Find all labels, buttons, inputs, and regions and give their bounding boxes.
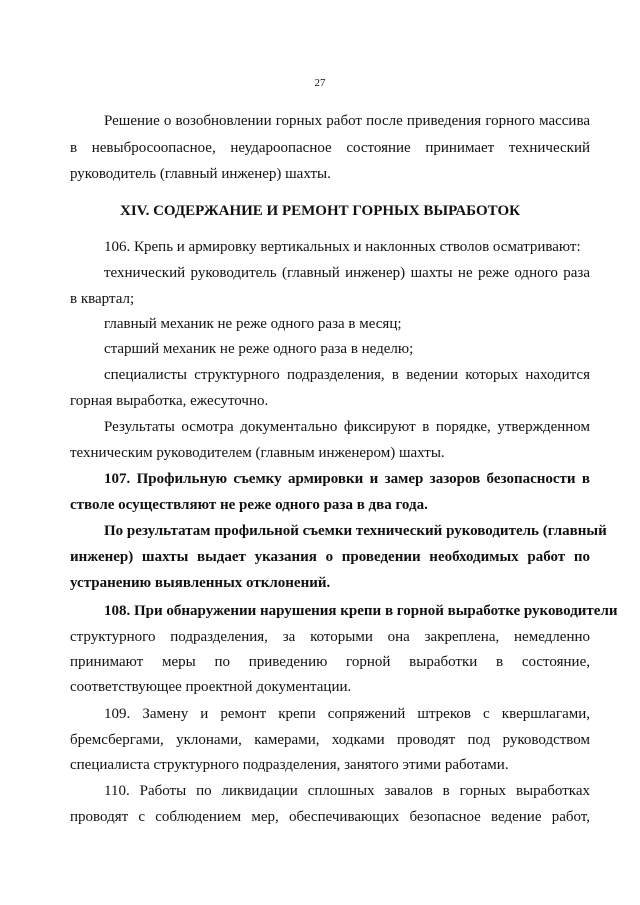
paragraph-line: специалисты структурного подразделения, в ведении которых находится xyxy=(104,367,590,383)
paragraph-line: 110. Работы по ликвидации сплошных завалов в горных выработках xyxy=(104,783,590,799)
paragraph-line: стволе осуществляют не реже одного раза в два года. xyxy=(70,497,428,513)
paragraph-line: принимают меры по приведению горной выработки в состояние, xyxy=(70,654,590,670)
paragraph-line: в невыбросоопасное, неудароопасное состояние принимает технический xyxy=(70,140,590,156)
paragraph-line: По результатам профильной съемки технический руководитель (главный xyxy=(104,523,607,539)
paragraph-line: горная выработка, ежесуточно. xyxy=(70,393,269,409)
paragraph-line: в квартал; xyxy=(70,291,135,307)
paragraph-line: инженер) шахты выдает указания о проведении необходимых работ по xyxy=(70,549,590,565)
paragraph-line: соответствующее проектной документации. xyxy=(70,679,352,695)
paragraph-line: 109. Замену и ремонт крепи сопряжений штреков с квершлагами, xyxy=(104,706,590,722)
paragraph-line: специалиста структурного подразделения, занятого этими работами. xyxy=(70,757,509,773)
paragraph-line: 107. Профильную съемку армировки и замер зазоров безопасности в xyxy=(104,471,590,487)
paragraph-line: 108. При обнаружении нарушения крепи в горной выработке руководители xyxy=(104,603,618,619)
paragraph-line: структурного подразделения, за которыми она закреплена, немедленно xyxy=(70,629,590,645)
paragraph-line: Решение о возобновлении горных работ после приведения горного массива xyxy=(104,113,590,129)
paragraph-line: 106. Крепь и армировку вертикальных и наклонных стволов осматривают: xyxy=(104,239,581,255)
page-number: 27 xyxy=(314,77,326,89)
paragraph-line: технический руководитель (главный инженер) шахты не реже одного раза xyxy=(104,265,590,281)
paragraph-line: руководитель (главный инженер) шахты. xyxy=(70,166,331,182)
paragraph-line: главный механик не реже одного раза в месяц; xyxy=(104,316,402,332)
paragraph-line: проводят с соблюдением мер, обеспечивающих безопасное ведение работ, xyxy=(70,809,590,825)
paragraph-line: устранению выявленных отклонений. xyxy=(70,575,331,591)
paragraph-line: техническим руководителем (главным инженером) шахты. xyxy=(70,445,445,461)
paragraph-line: Результаты осмотра документально фиксируют в порядке, утвержденном xyxy=(104,419,590,435)
paragraph-line: старший механик не реже одного раза в неделю; xyxy=(104,341,414,357)
section-heading: XIV. СОДЕРЖАНИЕ И РЕМОНТ ГОРНЫХ ВЫРАБОТОК xyxy=(120,203,520,219)
paragraph-line: бремсбергами, уклонами, камерами, ходками проводят под руководством xyxy=(70,732,590,748)
